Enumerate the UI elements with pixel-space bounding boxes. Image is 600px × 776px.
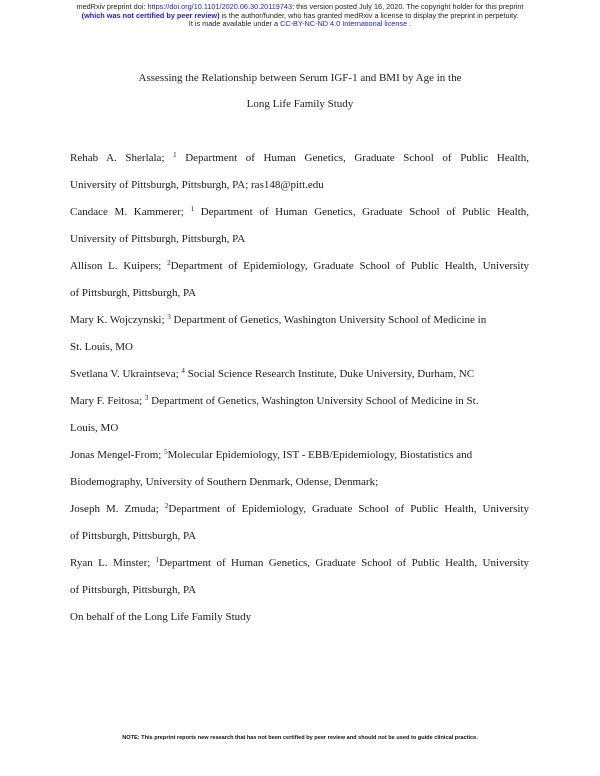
author-name: Allison L. Kuipers; [70,260,162,272]
author-affiliation-cont: of Pittsburgh, Pittsburgh, PA [70,530,197,542]
author-affiliation-cont: University of Pittsburgh, Pittsburgh, PA [70,233,246,245]
author-affiliation-cont: of Pittsburgh, Pittsburgh, PA [70,287,197,299]
on-behalf-line: On behalf of the Long Life Family Study [70,611,252,623]
header-line-1: medRxiv preprint doi: https://doi.org/10.1101/2020.06.30.20119743; this version posted July 16, 2020. The copyright holder for this preprint [76,2,524,11]
author-affiliation: Department of Genetics, Washington University School of Medicine in St. [151,395,479,407]
author-line: Mary F. Feitosa; $^3$ Department of Genetics, Washington University School of Medicine in St. [70,394,479,407]
doi-link[interactable]: https://doi.org/10.1101/2020.06.30.20119743 [147,2,293,11]
author-affiliation: Department of Epidemiology, Graduate School of Public Health, University [168,503,529,515]
header-line-2: (which was not certified by peer review) is the author/funder, who has granted medRxiv a license to display the preprint in perpetuity. [81,10,519,20]
header-line-3: It is made available under a CC-BY-NC-ND 4.0 International license . [188,19,412,29]
author-affiliation-cont: University of Pittsburgh, Pittsburgh, PA; ras148@pitt.edu [70,179,324,191]
author-line: Jonas Mengel-From; $^5$Molecular Epidemiology, IST - EBB/Epidemiology, Biostatistics and [70,448,473,461]
author-line: Mary K. Wojczynski; $^3$ Department of Genetics, Washington University School of Medicine in [70,313,487,326]
author-line: Allison L. Kuipers; $^2$Department of Epidemiology, Graduate School of Public Health, University [70,259,530,272]
author-affiliation-cont: St. Louis, MO [70,341,133,353]
author-name: Jonas Mengel-From; [70,449,162,461]
author-name: Svetlana V. Ukraintseva; [70,368,179,380]
author-affiliation: Molecular Epidemiology, IST - EBB/Epidemiology, Biostatistics and [167,449,473,461]
preprint-header [0,3,600,29]
author-line: Rehab A. Sherlala; $^1$ Department of Human Genetics, Graduate School of Public Health, [70,151,529,164]
author-affiliation: Department of Human Genetics, Graduate School of Public Health, [200,206,530,218]
author-line: Joseph M. Zmuda; $^2$Department of Epidemiology, Graduate School of Public Health, University [70,502,529,515]
author-affiliation-cont: Biodemography, University of Southern Denmark, Odense, Denmark; [70,476,379,488]
author-affiliation: Department of Human Genetics, Graduate School of Public Health, [185,152,529,164]
author-affiliation: Department of Human Genetics, Graduate School of Public Health, University [159,557,529,569]
author-name: Ryan L. Minster; [70,557,151,569]
author-line: Ryan L. Minster; $^1$Department of Human Genetics, Graduate School of Public Health, University [70,556,529,569]
author-affiliation: Department of Epidemiology, Graduate School of Public Health, University [170,260,530,272]
author-affiliation: Department of Genetics, Washington University School of Medicine in [173,314,487,326]
title-line-2: Long Life Family Study [246,98,354,110]
author-name: Joseph M. Zmuda; [70,503,159,515]
author-line: Svetlana V. Ukraintseva; $^4$ Social Science Research Institute, Duke University, Durham, NC [70,367,475,380]
preprint-footer-note: NOTE: This preprint reports new research that has not been certified by peer review and should not be used to guide clinical practice. [122,735,478,741]
author-affiliation-cont: Louis, MO [70,422,119,434]
author-affiliation: Social Science Research Institute, Duke University, Durham, NC [187,368,475,380]
author-name: Candace M. Kammerer; [70,206,184,218]
author-line: Candace M. Kammerer; $^1$ Department of Human Genetics, Graduate School of Public Health, [70,205,530,218]
license-link[interactable]: CC-BY-NC-ND 4.0 International license [280,19,408,29]
author-name: Mary K. Wojczynski; [70,314,165,326]
title-line-1: Assessing the Relationship between Serum IGF-1 and BMI by Age in the [138,72,462,84]
author-name: Mary F. Feitosa; [70,395,143,407]
author-name: Rehab A. Sherlala; [70,152,165,164]
author-affiliation-cont: of Pittsburgh, Pittsburgh, PA [70,584,197,596]
